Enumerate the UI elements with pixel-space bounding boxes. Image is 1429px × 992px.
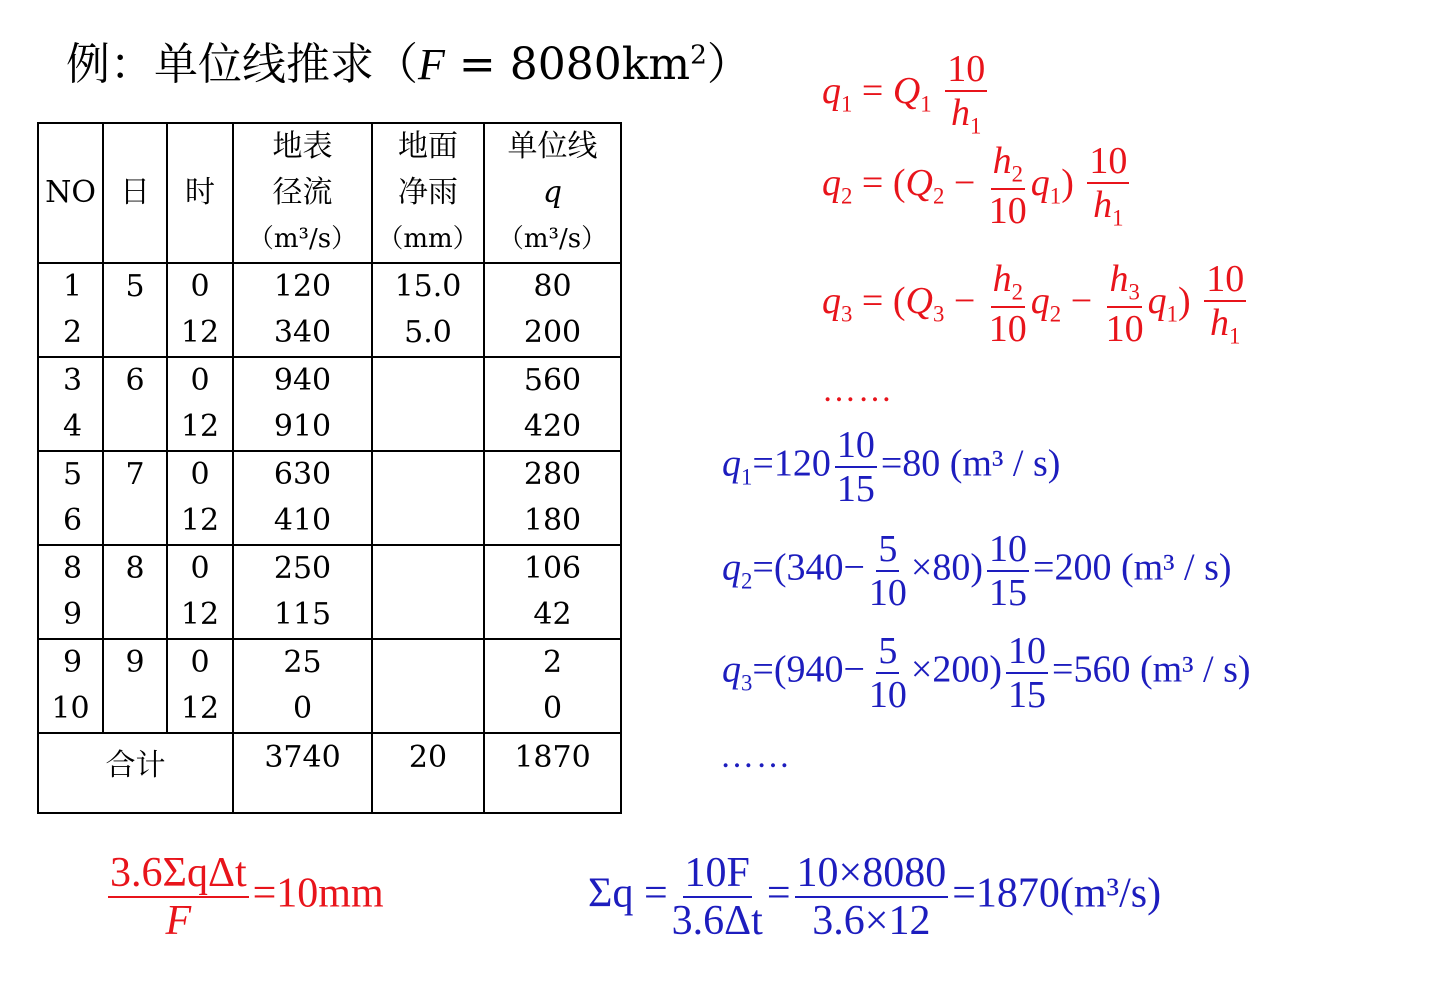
table-row	[38, 357, 621, 451]
col-no-header: NO	[38, 123, 103, 263]
formula-q1-blue: $q_1=120$ $\frac{10}{15}$ =80 (m³ / s)	[722, 424, 1061, 510]
cell-hour: 0 12	[167, 263, 233, 357]
cell-uh: 80 200	[484, 263, 621, 357]
cell-uh: 560 420	[484, 357, 621, 451]
cell-hour: 0 12	[167, 545, 233, 639]
ellipsis-red: ……	[822, 372, 894, 409]
cell-hour: 0 12	[167, 357, 233, 451]
cell-day: 8	[103, 545, 167, 639]
cell-rain	[372, 357, 484, 451]
col-runoff-header: 地表 径流 （m³/s）	[233, 123, 372, 263]
cell-no: 8 9	[38, 545, 103, 639]
formula-q1-red: $q_1 = Q_1$ $\frac{10}{h_1}$	[822, 48, 986, 139]
table-row	[38, 545, 621, 639]
cell-uh: 106 42	[484, 545, 621, 639]
cell-day: 7	[103, 451, 167, 545]
cell-hour: 0 12	[167, 639, 233, 733]
formula-q3-red: $q_3 = (Q_3$ − $\frac{h_2}{10}$ $q_2$ − $\frac{h_3}{10}$ $q_1$) $\frac{10}{h_1}$	[822, 258, 1245, 351]
total-uh: 1870	[484, 733, 621, 813]
cell-no: 9 10	[38, 639, 103, 733]
cell-day: 6	[103, 357, 167, 451]
col-hour-header: 时	[167, 123, 233, 263]
formula-q2-red: $q_2 = (Q_2$ − $\frac{h_2}{10}$ $q_1$) $\frac{10}{h_1}$	[822, 140, 1128, 233]
cell-hour: 0 12	[167, 451, 233, 545]
col-uh-header: 单位线 q （m³/s）	[484, 123, 621, 263]
formula-q2-blue: $q_2=(340-$ $\frac{5}{10}$ ×80) $\frac{10}{15}$ =200 (m³ / s)	[722, 528, 1232, 614]
cell-rain: 15.0 5.0	[372, 263, 484, 357]
cell-day: 9	[103, 639, 167, 733]
page-title: 例：单位线推求$(F = 8080km^2)$	[66, 39, 751, 90]
cell-rain	[372, 545, 484, 639]
table-total-row	[38, 733, 621, 813]
total-runoff: 3740	[233, 733, 372, 813]
cell-runoff: 25 0	[233, 639, 372, 733]
ellipsis-blue: ……	[720, 738, 792, 775]
cell-no: 1 2	[38, 263, 103, 357]
formula-runoff-depth: $\frac{\text{3.6ΣqΔt}}{F}$ =10mm	[110, 850, 384, 944]
unit-hydrograph-table	[37, 122, 622, 814]
cell-uh: 280 180	[484, 451, 621, 545]
col-rain-header: 地面 净雨 （mm）	[372, 123, 484, 263]
formula-q3-blue: $q_3=(940-$ $\frac{5}{10}$ ×200) $\frac{10}{15}$ =560 (m³ / s)	[722, 630, 1251, 716]
cell-rain	[372, 451, 484, 545]
total-rain: 20	[372, 733, 484, 813]
cell-no: 5 6	[38, 451, 103, 545]
cell-runoff: 630 410	[233, 451, 372, 545]
cell-runoff: 940 910	[233, 357, 372, 451]
cell-uh: 2 0	[484, 639, 621, 733]
table-row	[38, 263, 621, 357]
table-row	[38, 451, 621, 545]
col-day-header: 日	[103, 123, 167, 263]
total-label: 合计	[38, 733, 233, 813]
cell-rain	[372, 639, 484, 733]
cell-no: 3 4	[38, 357, 103, 451]
formula-sum-q: Σq = $\frac{10F}{3.6\Delta t}$ = $\frac{10\times 8080}{3.6\times 12}$ =1870(m³/s)	[588, 850, 1162, 944]
table-header-row	[38, 123, 621, 263]
cell-day: 5	[103, 263, 167, 357]
table-row	[38, 639, 621, 733]
cell-runoff: 250 115	[233, 545, 372, 639]
cell-runoff: 120 340	[233, 263, 372, 357]
